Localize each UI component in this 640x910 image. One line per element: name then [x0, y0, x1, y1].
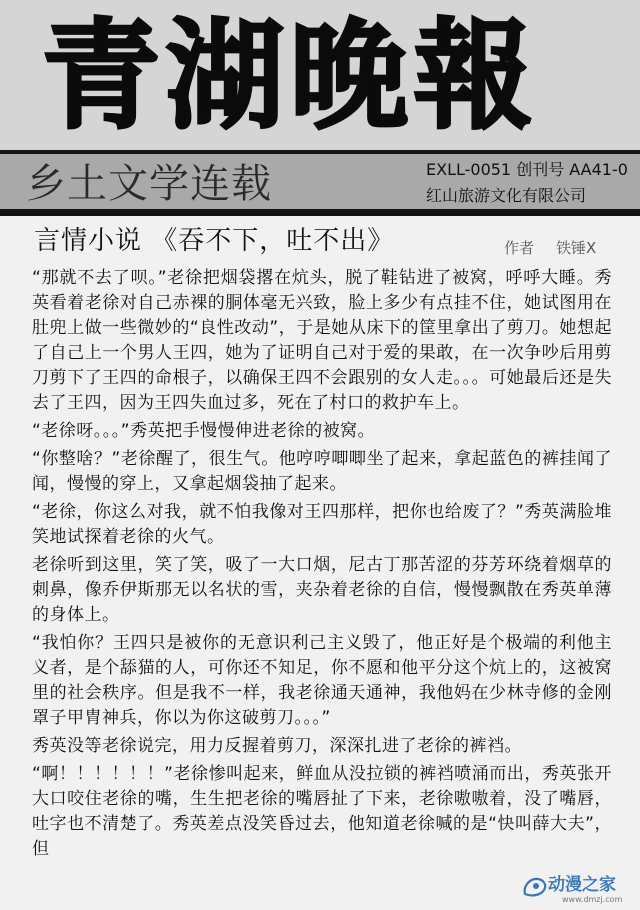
article-paragraph: “老徐呀。。。”秀英把手慢慢伸进老徐的被窝。 — [32, 421, 376, 441]
newspaper-title: 青湖晚報 — [42, 7, 539, 145]
site-watermark — [522, 874, 632, 906]
publisher-name: 红山旅游文化有限公司 — [426, 186, 587, 205]
article-paragraph: “啊！！！！！！”老徐惨叫起来，鲜血从没拉锁的裤裆喷涌而出，秀英张开大口咬住老徐的嘴，生生把老徐的嘴唇扯了下来，老徐嗷嗷着，没了嘴唇，吐字也不清楚了。秀英差点没笑昏过去，他知道老徐喊的是“快叫薛大夫”，但 — [32, 764, 612, 859]
article-body — [32, 266, 612, 910]
article-paragraph: “老徐，你这么对我，就不怕我像对王四那样，把你也给废了？”秀英满脸堆笑地试探着老徐的火气。 — [32, 502, 612, 547]
article-paragraph: “你整啥？”老徐醒了，很生气。他哼哼唧唧坐了起来，拿起蓝色的裤挂闻了闻，慢慢的穿上，又拿起烟袋抽了起来。 — [32, 449, 612, 494]
article-paragraph: 秀英没等老徐说完，用力反握着剪刀，深深扎进了老徐的裤裆。 — [32, 736, 522, 756]
author-label: 作者 — [504, 239, 535, 257]
issue-code: EXLL-0051 创刊号 AA41-0 — [426, 160, 628, 179]
watermark-url: www.dmzj.com — [562, 895, 623, 904]
article-paragraph: 老徐听到这里，笑了笑，吸了一大口烟，尼古丁那苦涩的芬芳环绕着烟草的刺鼻，像乔伊斯那无以名状的雪，夹杂着老徐的自信，慢慢飘散在秀英单薄的身体上。 — [32, 555, 612, 625]
column-title: 乡土文学连载 — [26, 161, 272, 207]
column-header-band — [0, 150, 640, 216]
watermark-name: 动漫之家 — [548, 875, 616, 895]
dmzj-logo-icon — [522, 876, 548, 898]
article-paragraph: “我怕你？王四只是被你的无意识利己主义毁了，他正好是个极端的利他主义者，是个舔猫的人，可你还不知足，你不愿和他平分这个炕上的，这被窝里的社会秩序。但是我不一样，我老徐通天通神，我他妈在少林寺修的金刚罩子甲胄神兵，你以为你这破剪刀。。。” — [32, 633, 612, 728]
article-header — [0, 222, 640, 264]
masthead — [0, 0, 640, 150]
article-paragraph: “那就不去了呗。”老徐把烟袋撂在炕头，脱了鞋钻进了被窝，呼呼大睡。秀英看着老徐对自己赤裸的胴体毫无兴致，脸上多少有点挂不住，她试图用在肚兜上做一些微妙的“良性改动”，于是她从床下的筐里拿出了剪刀。她想起了自己上一个男人王四，她为了证明自己对于爱的果敢，在一次争吵后用剪刀剪下了王四的命根子，以确保王四不会跟别的女人走。。。可她最后还是失去了王四，因为王四失血过多，死在了村口的救护车上。 — [32, 268, 612, 413]
author-name: 铁锤X — [556, 239, 597, 257]
article-title: 言情小说 《吞不下，吐不出》 — [34, 226, 395, 256]
